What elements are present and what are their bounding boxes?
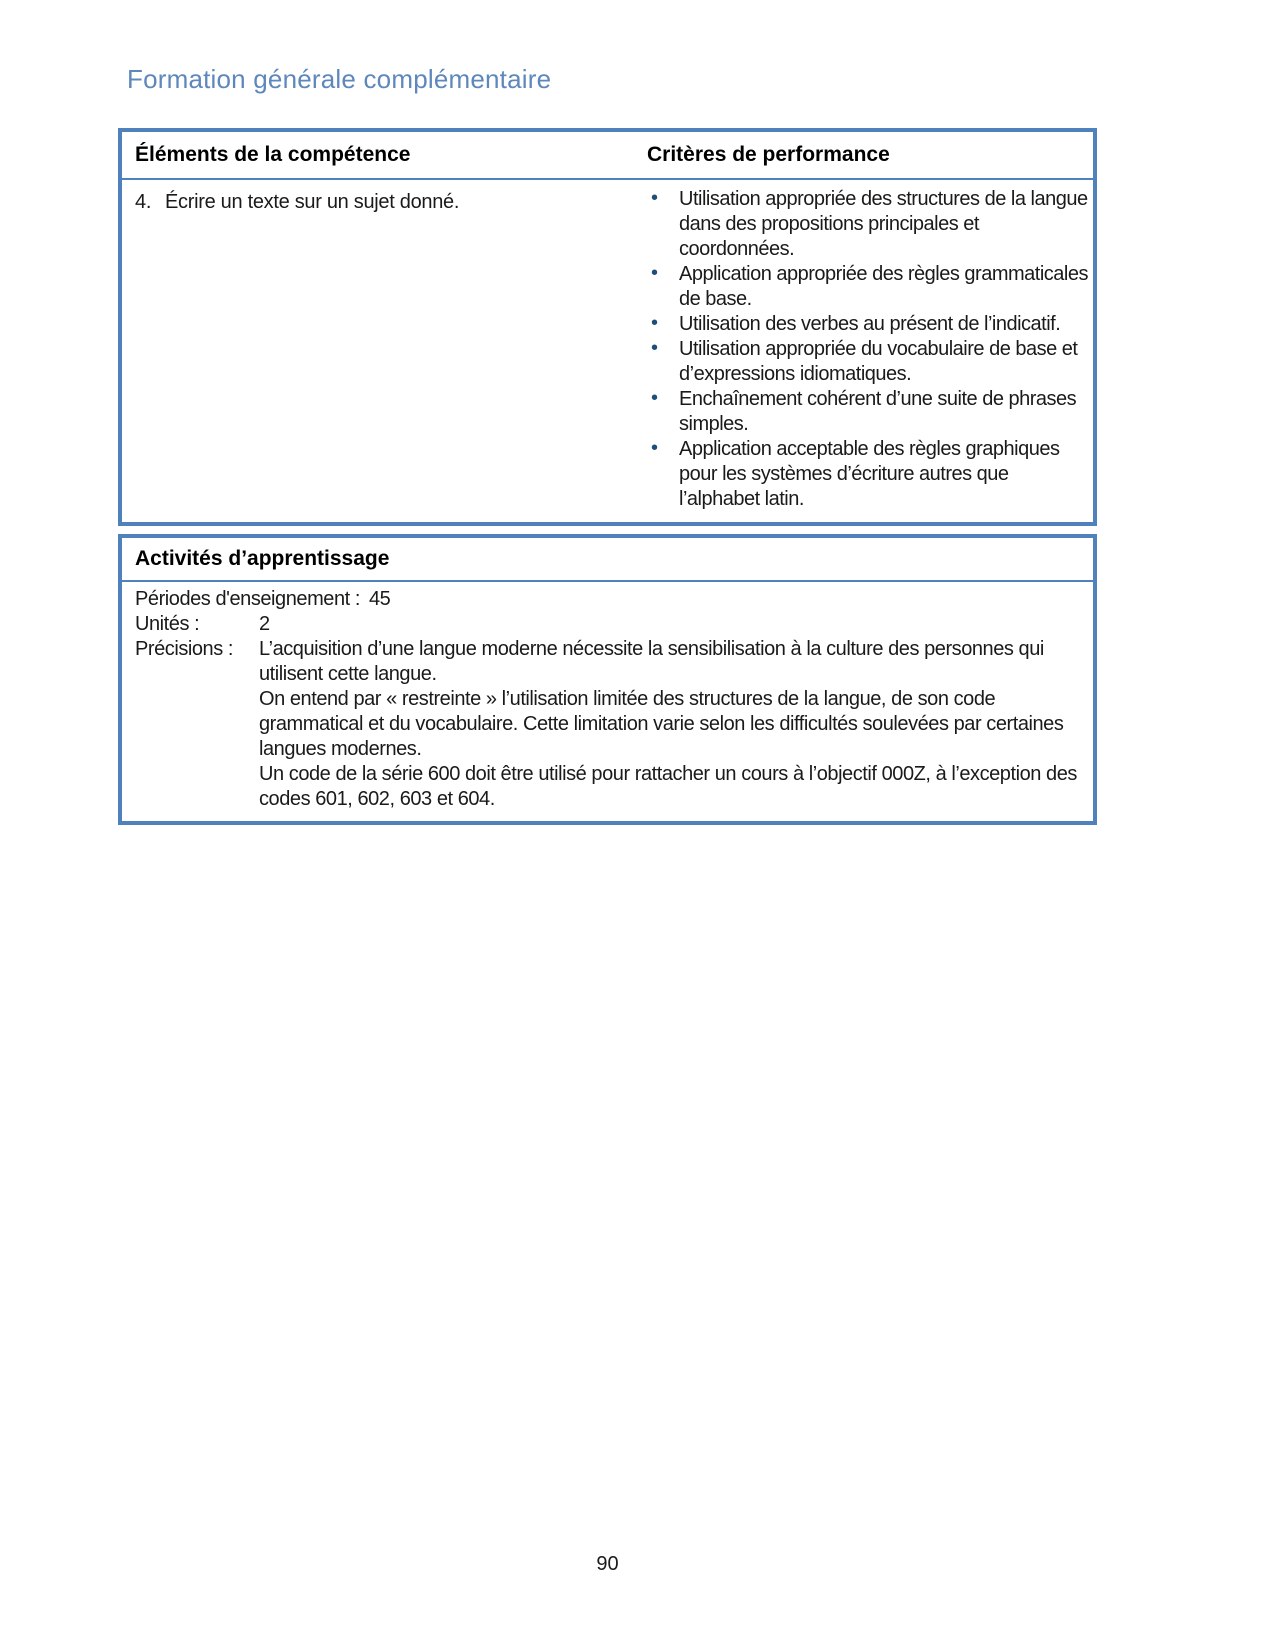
criteria-text: Enchaînement cohérent d’une suite de phrases simples. bbox=[679, 388, 1077, 435]
precisions-paragraph: L’acquisition d’une langue moderne nécessite la sensibilisation à la culture des personnes qui utilisent cette langue. bbox=[259, 638, 1044, 685]
column-header-elements: Éléments de la compétence bbox=[135, 143, 411, 166]
criteria-list bbox=[615, 187, 1093, 512]
units-row bbox=[135, 612, 1079, 637]
criteria-item bbox=[615, 437, 1093, 512]
criteria-text: Application appropriée des règles grammaticales de base. bbox=[679, 263, 1088, 310]
bullet-icon: • bbox=[651, 262, 658, 284]
bullet-icon: • bbox=[651, 387, 658, 409]
criteria-text: Utilisation appropriée des structures de la langue dans des propositions principales et coordonnées. bbox=[679, 188, 1088, 260]
precisions-paragraph: Un code de la série 600 doit être utilisé pour rattacher un cours à l’objectif 000Z, à l’exception des codes 601, 602, 603 et 604. bbox=[259, 763, 1077, 810]
activities-title: Activités d’apprentissage bbox=[135, 547, 390, 570]
page-header: Formation générale complémentaire bbox=[127, 64, 552, 94]
element-number: 4. bbox=[135, 191, 152, 213]
criteria-item bbox=[615, 187, 1093, 262]
precisions-paragraphs bbox=[259, 637, 1079, 812]
precisions-paragraph: On entend par « restreinte » l’utilisation limitée des structures de la langue, de son code grammatical et du vocabulaire. Cette limitation varie selon les difficultés soulevées par certaines langues modernes. bbox=[259, 688, 1064, 760]
bullet-icon: • bbox=[651, 312, 658, 334]
activities-table bbox=[118, 534, 1097, 825]
teaching-periods-value: 45 bbox=[368, 588, 391, 610]
teaching-periods-row bbox=[135, 587, 1079, 612]
precisions-label: Précisions : bbox=[135, 638, 233, 660]
column-header-criteria: Critères de performance bbox=[647, 143, 890, 166]
competence-table bbox=[118, 128, 1097, 526]
criteria-text: Application acceptable des règles graphiques pour les systèmes d’écriture autres que l’alphabet latin. bbox=[679, 438, 1060, 510]
bullet-icon: • bbox=[651, 437, 658, 459]
units-value: 2 bbox=[259, 613, 270, 635]
criteria-text: Utilisation appropriée du vocabulaire de base et d’expressions idiomatiques. bbox=[679, 338, 1078, 385]
bullet-icon: • bbox=[651, 337, 658, 359]
element-text: Écrire un texte sur un sujet donné. bbox=[165, 191, 460, 213]
activities-table-header-row bbox=[122, 538, 1093, 582]
criteria-item bbox=[615, 337, 1093, 387]
page-number: 90 bbox=[596, 1553, 619, 1575]
criteria-item bbox=[615, 312, 1093, 337]
criteria-text: Utilisation des verbes au présent de l’indicatif. bbox=[679, 313, 1061, 335]
teaching-periods-label: Périodes d'enseignement : bbox=[135, 588, 360, 610]
performance-criteria-cell bbox=[615, 180, 1093, 522]
criteria-item bbox=[615, 387, 1093, 437]
activities-table-body bbox=[122, 582, 1093, 821]
competence-element-cell bbox=[122, 180, 615, 522]
units-label: Unités : bbox=[135, 613, 200, 635]
competence-table-body-row bbox=[122, 180, 1093, 522]
precisions-row bbox=[135, 637, 1079, 812]
criteria-item bbox=[615, 262, 1093, 312]
bullet-icon: • bbox=[651, 187, 658, 209]
competence-table-header-row bbox=[122, 132, 1093, 180]
